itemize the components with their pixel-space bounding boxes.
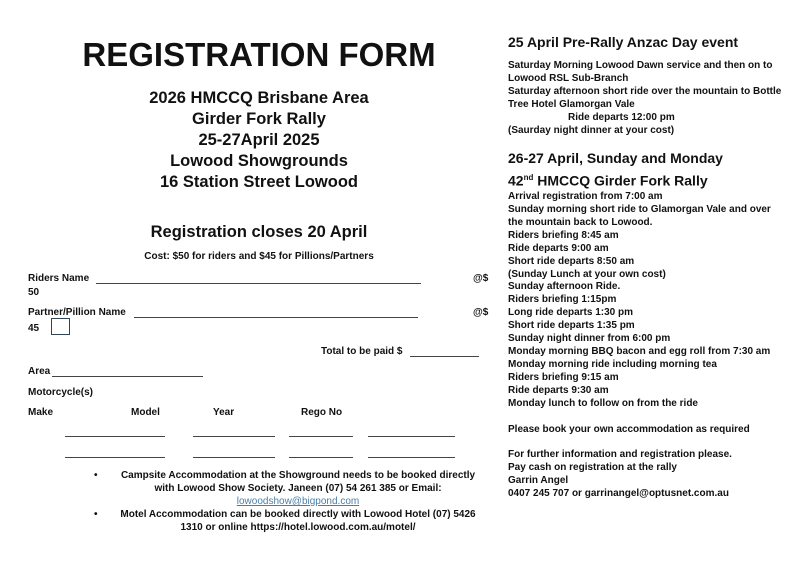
- contact-name: Garrin Angel: [508, 475, 569, 487]
- rally-name: Girder Fork Rally: [192, 110, 326, 128]
- column-year: Year: [213, 407, 235, 418]
- venue: Lowood Showgrounds: [170, 152, 348, 170]
- motel-bullet: [112, 508, 484, 533]
- column-rego: Rego No: [301, 407, 343, 418]
- schedule-item: Sunday morning short ride to Glamorgan Vale and over the mountain back to Lowood.: [508, 204, 771, 228]
- column-model: Model: [131, 407, 160, 418]
- accommodation-list: [112, 469, 484, 533]
- rally-heading: [508, 168, 788, 191]
- schedule-item: Ride departs 9:30 am: [508, 384, 609, 396]
- riders-price: 50: [28, 287, 40, 298]
- riders-price-at: @$: [473, 273, 489, 284]
- registration-closes: Registration closes 20 April: [150, 223, 368, 241]
- riders-name-field[interactable]: [96, 272, 421, 284]
- partner-name-field[interactable]: [134, 306, 418, 318]
- partner-price-at: @$: [473, 307, 489, 318]
- accommodation-note: Please book your own accommodation as required: [508, 423, 750, 435]
- cost-info: Cost: $50 for riders and $45 for Pillions/Partners: [144, 251, 374, 262]
- event-schedule: [508, 34, 788, 501]
- rally-dates-heading: 26-27 April, Sunday and Monday: [508, 150, 723, 167]
- area-label: Area: [28, 366, 51, 377]
- campsite-text: Campsite Accommodation at the Showground needs to be booked directly with Lowood Show Society. Janeen (07) 54 261 385 or Email:: [120, 470, 476, 494]
- anzac-heading: 25 April Pre-Rally Anzac Day event: [508, 34, 739, 50]
- model-field-2[interactable]: [193, 457, 275, 458]
- year-field-2[interactable]: [289, 457, 353, 458]
- anzac-departure: Ride departs 12:00 pm: [568, 111, 675, 123]
- address: 16 Station Street Lowood: [159, 173, 359, 191]
- schedule-item: Sunday afternoon Ride.: [508, 281, 621, 293]
- contact-phone-email: 0407 245 707 or garrinangel@optusnet.com.au: [508, 488, 729, 500]
- model-field-1[interactable]: [193, 436, 275, 437]
- partner-name-label: Partner/Pillion Name: [28, 307, 126, 318]
- schedule-item: (Sunday Lunch at your own cost): [508, 268, 666, 280]
- area-field[interactable]: [52, 365, 203, 377]
- anzac-dinner: (Saurday night dinner at your cost): [508, 124, 675, 136]
- partner-checkbox[interactable]: [51, 318, 70, 335]
- make-field-1[interactable]: [65, 436, 165, 437]
- make-field-2[interactable]: [65, 457, 165, 458]
- rego-field-1[interactable]: [368, 436, 455, 437]
- schedule-item: Riders briefing 9:15 am: [508, 371, 619, 383]
- column-make: Make: [28, 407, 54, 418]
- motorcycles-label: Motorcycle(s): [28, 387, 94, 398]
- schedule-item: Short ride departs 1:35 pm: [508, 320, 635, 332]
- schedule-item: Arrival registration from 7:00 am: [508, 191, 663, 203]
- anzac-line: Saturday afternoon short ride over the mountain to Bottle Tree Hotel Glamorgan Vale: [508, 85, 782, 110]
- rally-title: HMCCQ Girder Fork Rally: [533, 173, 708, 190]
- contact-line: Pay cash on registration at the rally: [508, 462, 677, 474]
- schedule-item: Monday lunch to follow on from the ride: [508, 397, 698, 409]
- email-link[interactable]: lowoodshow@bigpond.com: [236, 496, 360, 507]
- motel-text: Motel Accommodation can be booked directly with Lowood Hotel (07) 5426 1310 or online https://hotel.lowood.com.au/motel/: [120, 509, 476, 533]
- contact-line: For further information and registration please.: [508, 449, 732, 461]
- schedule-item: Monday morning ride including morning tea: [508, 358, 717, 370]
- year-field-1[interactable]: [289, 436, 353, 437]
- rally-number: 42: [508, 173, 524, 190]
- campsite-bullet: [112, 469, 484, 508]
- schedule-item: Riders briefing 8:45 am: [508, 229, 619, 241]
- form-title: REGISTRATION FORM: [82, 36, 436, 73]
- anzac-line: Saturday Morning Lowood Dawn service and then on to Lowood RSL Sub-Branch: [508, 60, 773, 84]
- event-dates: 25-27April 2025: [198, 131, 320, 149]
- schedule-item: Sunday night dinner from 6:00 pm: [508, 333, 671, 345]
- rally-number-suffix: nd: [523, 173, 534, 183]
- rego-field-2[interactable]: [368, 457, 455, 458]
- event-name: 2026 HMCCQ Brisbane Area: [149, 89, 369, 107]
- schedule-item: Ride departs 9:00 am: [508, 242, 609, 254]
- schedule-item: Riders briefing 1:15pm: [508, 294, 617, 306]
- schedule-item: Long ride departs 1:30 pm: [508, 307, 634, 319]
- riders-name-label: Riders Name: [28, 273, 90, 284]
- schedule-item: Monday morning BBQ bacon and egg roll from 7:30 am: [508, 345, 771, 357]
- partner-price: 45: [28, 323, 40, 334]
- schedule-item: Short ride departs 8:50 am: [508, 255, 635, 267]
- total-label: Total to be paid $: [321, 346, 403, 357]
- total-field[interactable]: [410, 345, 479, 357]
